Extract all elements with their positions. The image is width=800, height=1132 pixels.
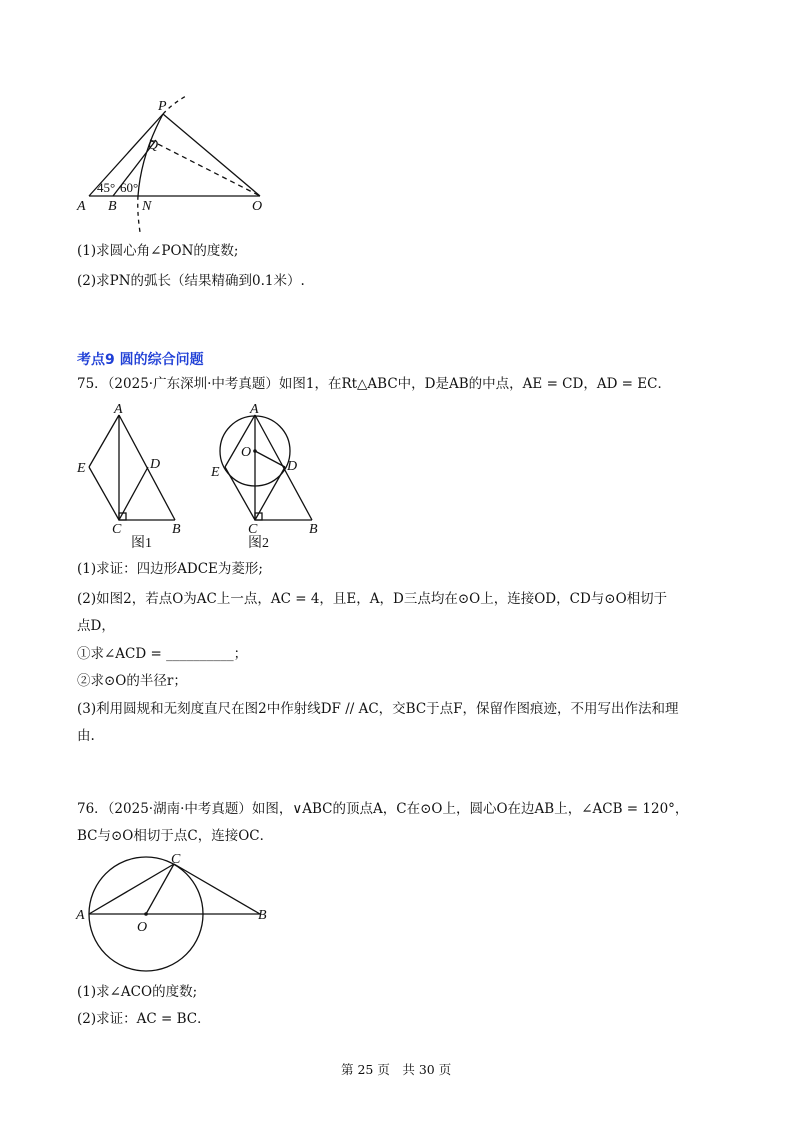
f1-E: E [77,461,86,476]
q75-part-3a: (3)利用圆规和无刻度直尺在图2中作射线DF // AC，交BC于点F，保留作图痕迹，不用写出作法和理 [77,701,679,717]
q75-part-2c: ①求∠ACD = __________； [77,646,248,662]
q75-part-2d: ②求⊙O的半径r； [77,673,187,689]
label-O: O [252,199,263,214]
f1-C: C [112,522,122,537]
q76-B: B [258,908,267,923]
angle-45: 45° [97,180,116,195]
f2-D: D [287,459,298,474]
f2-caption: 图2 [248,536,269,551]
angle-60: 60° [120,180,139,195]
q75-figure-1 [75,400,215,550]
q76-part-2: (2)求证：AC = BC． [77,1011,211,1027]
f2-B: B [309,522,318,537]
q74-part-1: (1)求圆心角∠PON的度数; [77,243,239,259]
label-A: A [77,199,86,214]
q76-A: A [76,908,85,923]
q76-part-1: (1)求∠ACO的度数; [77,984,198,1000]
f1-caption: 图1 [131,536,152,551]
f2-A: A [250,402,259,417]
q76-C: C [171,852,181,867]
q75-part-2b: 点D， [77,618,115,634]
q76-figure [70,848,290,988]
f1-D: D [150,457,161,472]
section-title: 考点9 圆的综合问题 [77,352,204,368]
q75-part-1: (1)求证：四边形ADCE为菱形; [77,561,263,577]
q75-figure-2 [205,400,355,550]
label-N: N [142,199,152,214]
f1-B: B [172,522,181,537]
page-footer: 第 25 页 共 30 页 [341,1062,452,1077]
figure-top [0,0,800,230]
label-Q: Q [148,138,159,153]
q76-stem-2: BC与⊙O相切于点C，连接OC． [77,828,274,844]
q75-stem: 75．（2025·广东深圳·中考真题）如图1，在Rt△ABC中，D是AB的中点，AE = CD，AD = EC． [77,376,671,392]
q74-part-2: (2)求PN的弧长（结果精确到0.1米）. [77,273,305,289]
f2-E: E [211,465,220,480]
q76-O: O [137,920,148,935]
q75-part-3b: 由. [77,728,95,744]
f2-C: C [248,522,258,537]
f1-A: A [114,402,123,417]
label-B: B [108,199,117,214]
label-P: P [158,99,167,114]
q76-stem-1: 76．（2025·湖南·中考真题）如图，∨ABC的顶点A，C在⊙O上，圆心O在边AB上，∠ACB = 120°， [77,801,689,817]
q75-part-2a: (2)如图2，若点O为AC上一点，AC = 4，且E，A，D三点均在⊙O上，连接OD，CD与⊙O相切于 [77,591,668,607]
f2-O: O [241,445,252,460]
